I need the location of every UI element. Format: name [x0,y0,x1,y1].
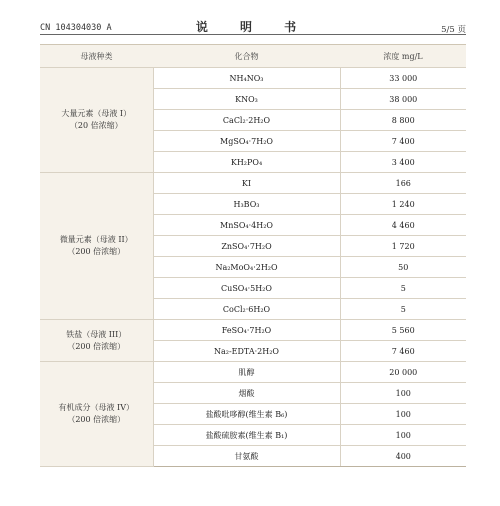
table-row [40,68,466,89]
compound-cell: KH₂PO₄ [153,152,340,173]
concentration-cell: 33 000 [340,68,466,89]
compound-cell: KNO₃ [153,89,340,110]
compound-cell: 肌醇 [153,362,340,383]
table-row [40,173,466,194]
concentration-cell: 3 400 [340,152,466,173]
concentration-cell: 1 240 [340,194,466,215]
stock-group-concentration-factor: （200 倍浓缩） [67,341,126,351]
stock-group-cell [40,173,153,320]
compound-cell: MnSO₄·4H₂O [153,215,340,236]
concentration-cell: 38 000 [340,89,466,110]
column-header-concentration: 浓度 mg/L [340,45,466,68]
concentration-cell: 20 000 [340,362,466,383]
document-header [40,14,466,36]
document-title: 说 明 书 [195,20,311,34]
concentration-cell: 7 400 [340,131,466,152]
header-divider [40,34,466,35]
stock-group-name: 微量元素（母液 II） [59,235,133,244]
compound-cell: Na₂-EDTA·2H₂O [153,341,340,362]
concentration-cell: 5 [340,278,466,299]
concentration-cell: 100 [340,383,466,404]
concentration-cell: 400 [340,446,466,467]
stock-group-name: 铁盐（母液 III） [66,329,127,339]
compound-cell: 盐酸硫胺素(维生素 B₁) [153,425,340,446]
compound-cell: 甘氨酸 [153,446,340,467]
concentration-cell: 4 460 [340,215,466,236]
compound-cell: 烟酸 [153,383,340,404]
stock-group-cell [40,68,153,173]
table-row [40,320,466,341]
stock-group-cell [40,320,153,362]
compound-cell: H₃BO₃ [153,194,340,215]
stock-group-concentration-factor: （200 倍浓缩） [67,247,126,256]
concentration-cell: 5 560 [340,320,466,341]
stock-solution-table [40,44,466,467]
compound-cell: ZnSO₄·7H₂O [153,236,340,257]
table-header-row [40,45,466,68]
concentration-cell: 100 [340,404,466,425]
compound-cell: MgSO₄·7H₂O [153,131,340,152]
compound-cell: 盐酸吡哆醇(维生素 B₆) [153,404,340,425]
page-number: 5/5 页 [441,25,466,35]
compound-cell: Na₂MoO₄·2H₂O [153,257,340,278]
compound-cell: NH₄NO₃ [153,68,340,89]
concentration-cell: 50 [340,257,466,278]
stock-group-cell [40,362,153,467]
table-body [40,68,466,467]
compound-cell: CoCl₂·6H₂O [153,299,340,320]
table-header [40,45,466,68]
compound-cell: FeSO₄·7H₂O [153,320,340,341]
stock-group-concentration-factor: （20 倍浓缩） [69,121,123,130]
publication-number: CN 104304030 A [40,23,112,33]
compound-cell: CuSO₄·5H₂O [153,278,340,299]
compound-cell: KI [153,173,340,194]
column-header-stock-type: 母液种类 [40,45,153,68]
concentration-cell: 8 800 [340,110,466,131]
compound-cell: CaCl₂·2H₂O [153,110,340,131]
concentration-cell: 5 [340,299,466,320]
column-header-compound: 化合物 [153,45,340,68]
concentration-cell: 1 720 [340,236,466,257]
concentration-cell: 100 [340,425,466,446]
table-row [40,362,466,383]
stock-group-name: 有机成分（母液 IV） [58,403,134,412]
stock-group-name: 大量元素（母液 I） [61,109,132,118]
stock-group-concentration-factor: （200 倍浓缩） [67,415,126,424]
concentration-cell: 7 460 [340,341,466,362]
concentration-cell: 166 [340,173,466,194]
